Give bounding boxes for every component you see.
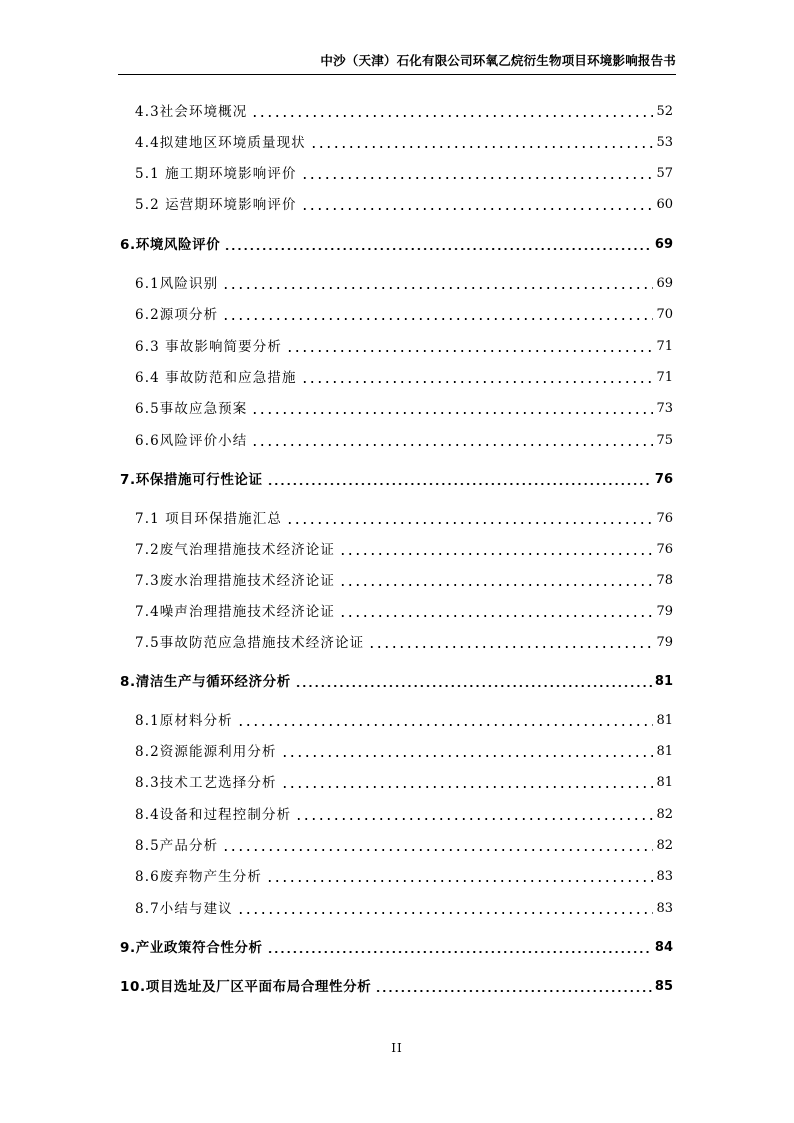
dot-leader (224, 248, 652, 250)
toc-entry-label: 8.6废弃物产生分析 (135, 869, 262, 885)
toc-entry-label: 6.1风险识别 (135, 276, 219, 292)
toc-chapter-page: 76 (654, 472, 673, 487)
toc-chapter[interactable] (120, 234, 673, 254)
dot-leader (266, 880, 653, 882)
toc-entry[interactable] (135, 430, 673, 450)
dot-leader (286, 350, 653, 352)
toc-entry-label: 8.2资源能源利用分析 (135, 744, 277, 760)
toc-entry[interactable] (135, 804, 673, 824)
toc-entry-page: 81 (656, 744, 673, 759)
toc-entry-page: 82 (656, 807, 673, 822)
toc-entry-page: 82 (656, 838, 673, 853)
toc-entry[interactable] (135, 132, 673, 152)
toc-chapter[interactable] (120, 671, 673, 691)
toc-entry-page: 71 (656, 370, 673, 385)
toc-chapter-page: 81 (654, 674, 673, 689)
toc-chapter[interactable] (120, 469, 673, 489)
dot-leader (339, 553, 653, 555)
toc-entry-label: 7.2废气治理措施技术经济论证 (135, 542, 335, 558)
toc-entry-label: 6.4 事故防范和应急措施 (135, 370, 297, 386)
toc-entry-label: 8.5产品分析 (135, 838, 219, 854)
toc-entry-page: 81 (656, 775, 673, 790)
dot-leader (281, 786, 654, 788)
toc-entry-page: 69 (656, 276, 673, 291)
dot-leader (301, 208, 654, 210)
toc-entry-label: 7.5事故防范应急措施技术经济论证 (135, 635, 365, 651)
dot-leader (267, 951, 652, 953)
toc-entry-page: 83 (656, 869, 673, 884)
toc-entry-page: 73 (656, 401, 673, 416)
toc-entry[interactable] (135, 508, 673, 528)
toc-chapter-label: 6.环境风险评价 (120, 237, 221, 253)
dot-leader (222, 287, 653, 289)
toc-entry-page: 76 (656, 511, 673, 526)
toc-entry[interactable] (135, 163, 673, 183)
dot-leader (339, 615, 653, 617)
toc-entry-label: 5.2 运营期环境影响评价 (135, 197, 297, 213)
toc-entry[interactable] (135, 898, 673, 918)
toc-chapter-page: 84 (654, 940, 673, 955)
toc-entry-label: 8.7小结与建议 (135, 901, 233, 917)
dot-leader (222, 318, 653, 320)
toc-entry-label: 8.4设备和过程控制分析 (135, 807, 292, 823)
toc-chapter-label: 10.项目选址及厂区平面布局合理性分析 (120, 979, 372, 995)
toc-entry[interactable] (135, 304, 673, 324)
toc-entry[interactable] (135, 710, 673, 730)
page-number: II (391, 1041, 403, 1055)
toc-chapter[interactable] (120, 976, 673, 996)
dot-leader (222, 849, 653, 851)
dot-leader (301, 381, 654, 383)
dot-leader (295, 685, 652, 687)
toc-entry-label: 5.1 施工期环境影响评价 (135, 166, 297, 182)
toc-entry-label: 7.4噪声治理措施技术经济论证 (135, 604, 335, 620)
toc-entry-page: 76 (656, 542, 673, 557)
toc-entry[interactable] (135, 601, 673, 621)
toc-entry-page: 57 (656, 166, 673, 181)
toc-entry[interactable] (135, 772, 673, 792)
toc-entry-label: 8.3技术工艺选择分析 (135, 775, 277, 791)
toc-entry[interactable] (135, 539, 673, 559)
toc-entry-label: 4.4拟建地区环境质量现状 (135, 135, 306, 151)
toc-entry[interactable] (135, 194, 673, 214)
dot-leader (251, 115, 653, 117)
dot-leader (295, 818, 653, 820)
toc-entry-label: 6.6风险评价小结 (135, 433, 248, 449)
toc-entry-page: 79 (656, 635, 673, 650)
toc-chapter-label: 7.环保措施可行性论证 (120, 472, 263, 488)
dot-leader (310, 146, 654, 148)
toc-entry-page: 81 (656, 713, 673, 728)
dot-leader (301, 177, 654, 179)
toc-entry-label: 6.2源项分析 (135, 307, 219, 323)
toc-entry[interactable] (135, 866, 673, 886)
toc-entry[interactable] (135, 336, 673, 356)
toc-entry-label: 7.3废水治理措施技术经济论证 (135, 573, 335, 589)
toc-entry-page: 53 (656, 135, 673, 150)
toc-chapter[interactable] (120, 937, 673, 957)
toc-entry[interactable] (135, 835, 673, 855)
toc-entry[interactable] (135, 367, 673, 387)
document-title: 中沙（天津）石化有限公司环氧乙烷衍生物项目环境影响报告书 (320, 53, 676, 68)
toc-chapter-page: 85 (654, 979, 673, 994)
dot-leader (339, 584, 653, 586)
toc-entry[interactable] (135, 273, 673, 293)
dot-leader (368, 646, 653, 648)
dot-leader (251, 412, 653, 414)
toc-chapter-label: 9.产业政策符合性分析 (120, 940, 263, 956)
toc-entry[interactable] (135, 101, 673, 121)
toc-entry-label: 4.3社会环境概况 (135, 104, 248, 120)
toc-chapter-page: 69 (654, 237, 673, 252)
toc-entry[interactable] (135, 570, 673, 590)
dot-leader (375, 990, 652, 992)
toc-entry-label: 8.1原材料分析 (135, 713, 233, 729)
toc-entry[interactable] (135, 632, 673, 652)
toc-entry-page: 79 (656, 604, 673, 619)
dot-leader (251, 444, 653, 446)
toc-entry-page: 78 (656, 573, 673, 588)
dot-leader (286, 522, 653, 524)
toc-entry-label: 6.3 事故影响简要分析 (135, 339, 282, 355)
toc-entry-page: 83 (656, 901, 673, 916)
toc-entry[interactable] (135, 741, 673, 761)
dot-leader (281, 755, 654, 757)
toc-entry-page: 60 (656, 197, 673, 212)
toc-entry[interactable] (135, 398, 673, 418)
toc-entry-page: 52 (656, 104, 673, 119)
dot-leader (237, 912, 654, 914)
toc-entry-label: 6.5事故应急预案 (135, 401, 248, 417)
toc-entry-label: 7.1 项目环保措施汇总 (135, 511, 282, 527)
toc-chapter-label: 8.清洁生产与循环经济分析 (120, 674, 291, 690)
toc-entry-page: 70 (656, 307, 673, 322)
toc-entry-page: 75 (656, 433, 673, 448)
toc-entry-page: 71 (656, 339, 673, 354)
dot-leader (267, 483, 652, 485)
dot-leader (237, 724, 654, 726)
